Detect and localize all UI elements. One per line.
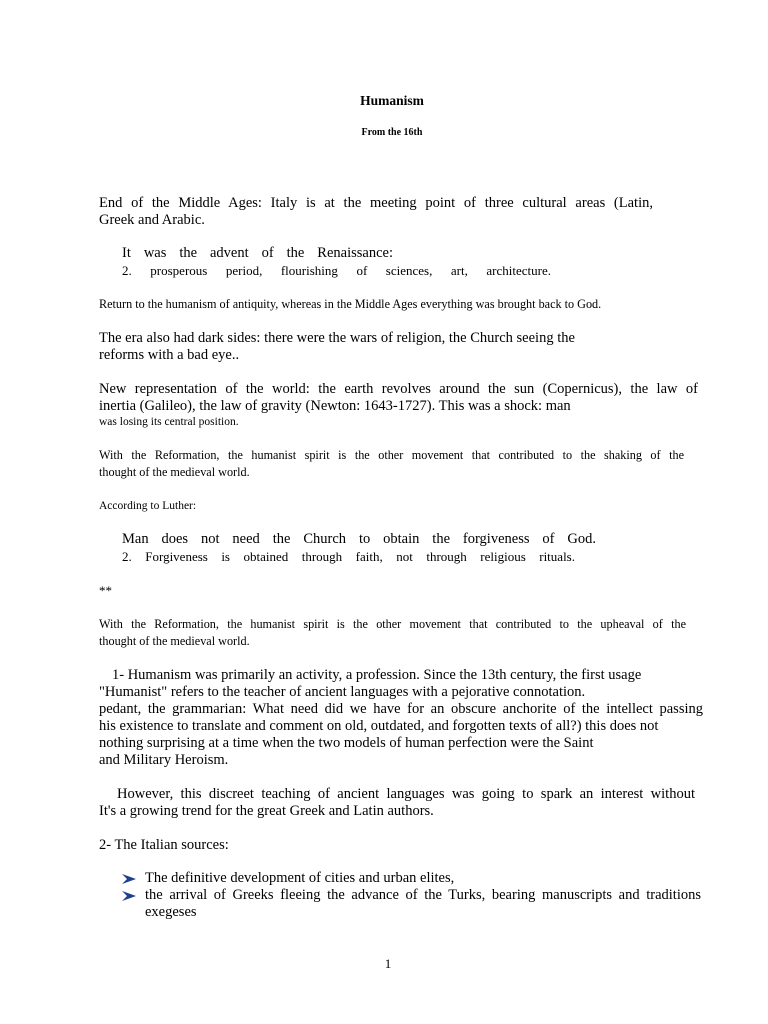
paragraph-dark-sides-line2: reforms with a bad eye.. — [99, 347, 240, 363]
paragraph-humanism-profession-line1: 1- Humanism was primarily an activity, a profession. Since the 13th century, the first usage — [112, 667, 642, 683]
list-luther-item2: 2. Forgiveness is obtained through faith, not through religious rituals. — [122, 549, 575, 564]
paragraph-reformation-upheaval-line1: With the Reformation, the humanist spirit is the other movement that contributed to the upheaval of the — [99, 617, 686, 631]
arrow-bullet-icon — [121, 890, 137, 902]
paragraph-luther: According to Luther: — [99, 500, 197, 512]
document-subtitle: From the 16th — [361, 127, 423, 138]
paragraph-humanism-profession-line5: nothing surprising at a time when the two models of human perfection were the Saint — [99, 735, 594, 751]
bullet-cities: The definitive development of cities and urban elites, — [145, 870, 455, 886]
paragraph-reformation-shaking-line1: With the Reformation, the humanist spirit is the other movement that contributed to the shaking of the — [99, 448, 684, 462]
paragraph-ancient-languages-line2: It's a growing trend for the great Greek and Latin authors. — [99, 803, 434, 819]
section-italian-sources: 2- The Italian sources: — [99, 837, 229, 853]
paragraph-world-line2: inertia (Galileo), the law of gravity (Newton: 1643-1727). This was a shock: man — [99, 398, 571, 414]
paragraph-reformation-shaking-line2: thought of the medieval world. — [99, 465, 250, 479]
paragraph-middle-ages-line1: End of the Middle Ages: Italy is at the meeting point of three cultural areas (Latin, — [99, 195, 653, 211]
arrow-bullet-icon — [121, 873, 137, 885]
paragraph-ancient-languages-line1: However, this discreet teaching of ancient languages was going to spark an interest without — [117, 786, 695, 802]
list-renaissance-item2: 2. prosperous period, flourishing of sciences, art, architecture. — [122, 263, 551, 278]
paragraph-reformation-upheaval-line2: thought of the medieval world. — [99, 634, 250, 648]
page-number: 1 — [384, 956, 392, 971]
paragraph-humanism-profession-line6: and Military Heroism. — [99, 752, 229, 768]
bullet-greeks-line2: exegeses — [145, 904, 197, 920]
separator-asterisks: ** — [99, 583, 112, 598]
paragraph-humanism-profession-line2: "Humanist" refers to the teacher of ancient languages with a pejorative connotation. — [99, 684, 586, 700]
list-luther-item1: Man does not need the Church to obtain the forgiveness of God. — [122, 531, 596, 547]
paragraph-middle-ages-line2: Greek and Arabic. — [99, 212, 205, 228]
paragraph-antiquity: Return to the humanism of antiquity, whereas in the Middle Ages everything was brought back to God. — [99, 297, 602, 311]
document-title: Humanism — [360, 93, 424, 108]
paragraph-humanism-profession-line3: pedant, the grammarian: What need did we have for an obscure anchorite of the intellect passing — [99, 701, 703, 717]
list-renaissance-item1: It was the advent of the Renaissance: — [122, 245, 393, 261]
paragraph-humanism-profession-line4: his existence to translate and comment on old, outdated, and forgotten texts of all?) this does not — [99, 718, 659, 734]
bullet-greeks-line1: the arrival of Greeks fleeing the advance of the Turks, bearing manuscripts and traditions — [145, 887, 701, 903]
paragraph-dark-sides-line1: The era also had dark sides: there were the wars of religion, the Church seeing the — [99, 330, 575, 346]
paragraph-world-line3: was losing its central position. — [99, 416, 239, 428]
paragraph-world-line1: New representation of the world: the earth revolves around the sun (Copernicus), the law of — [99, 381, 698, 397]
